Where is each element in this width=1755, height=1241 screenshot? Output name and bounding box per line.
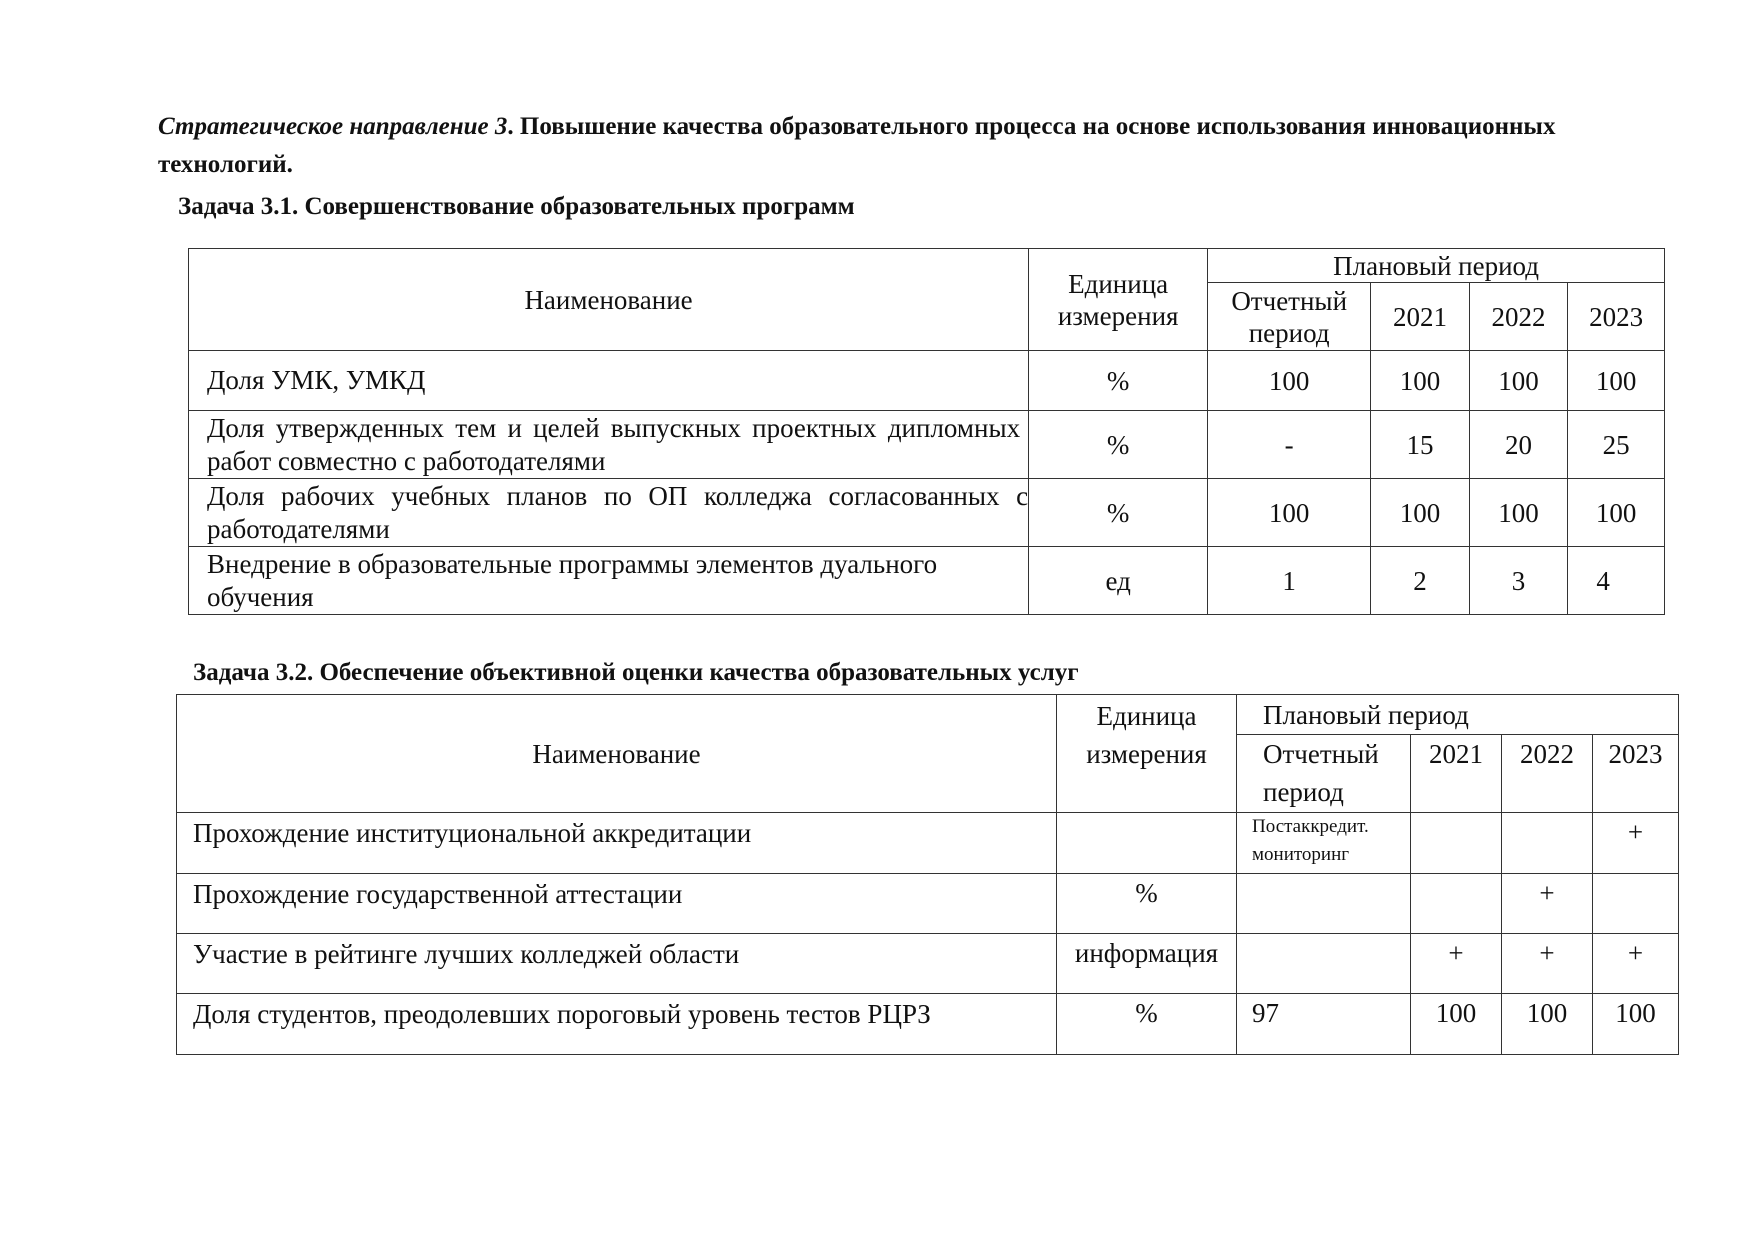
row-2021: 15 bbox=[1371, 411, 1470, 479]
row-unit: % bbox=[1057, 874, 1237, 934]
header-year-2023: 2023 bbox=[1568, 283, 1665, 351]
row-2021: + bbox=[1411, 934, 1502, 994]
row-2021 bbox=[1411, 813, 1502, 874]
row-2022 bbox=[1502, 813, 1593, 874]
header-name: Наименование bbox=[189, 249, 1029, 351]
row-2021: 100 bbox=[1371, 479, 1470, 547]
header-year-2022: 2022 bbox=[1502, 735, 1593, 813]
task-3-1-title: Задача 3.1. Совершенствование образовательных программ bbox=[178, 193, 855, 220]
row-2023: 100 bbox=[1568, 479, 1665, 547]
row-report: 100 bbox=[1208, 479, 1371, 547]
table-row bbox=[189, 547, 1665, 615]
row-2022: 3 bbox=[1469, 547, 1568, 615]
row-unit bbox=[1057, 813, 1237, 874]
header-name: Наименование bbox=[177, 695, 1057, 813]
heading-lead: Стратегическое направление 3 bbox=[158, 113, 508, 140]
row-name: Доля утвержденных тем и целей выпускных проектных дипломных работ совместно с работодателями bbox=[189, 411, 1029, 479]
row-2021: 100 bbox=[1371, 351, 1470, 411]
header-report-period: Отчетный период bbox=[1237, 735, 1411, 813]
row-2023: 4 bbox=[1568, 547, 1665, 615]
row-report: Постаккредит. мониторинг bbox=[1237, 813, 1411, 874]
row-name: Прохождение государственной аттестации bbox=[177, 874, 1057, 934]
table-header-row bbox=[189, 249, 1665, 283]
row-2023 bbox=[1593, 874, 1679, 934]
header-year-2021: 2021 bbox=[1411, 735, 1502, 813]
row-2022: + bbox=[1502, 934, 1593, 994]
header-plan-period: Плановый период bbox=[1208, 249, 1665, 283]
header-year-2023: 2023 bbox=[1593, 735, 1679, 813]
task-3-2-table bbox=[176, 694, 1679, 1055]
row-unit: ед bbox=[1029, 547, 1208, 615]
row-2022: 100 bbox=[1469, 351, 1568, 411]
table-row bbox=[177, 934, 1679, 994]
row-2023: + bbox=[1593, 813, 1679, 874]
row-name: Доля рабочих учебных планов по ОП колледжа согласованных с работодателями bbox=[189, 479, 1029, 547]
row-name: Доля студентов, преодолевших пороговый уровень тестов РЦРЗ bbox=[177, 994, 1057, 1055]
row-2021: 100 bbox=[1411, 994, 1502, 1055]
row-2022: + bbox=[1502, 874, 1593, 934]
strategic-direction-heading bbox=[158, 108, 1638, 184]
row-report: - bbox=[1208, 411, 1371, 479]
row-report: 97 bbox=[1237, 994, 1411, 1055]
heading-text: . Повышение качества образовательного процесса на основе использования инновационных технологий. bbox=[158, 113, 1556, 178]
row-unit: % bbox=[1029, 479, 1208, 547]
row-name: Прохождение институциональной аккредитации bbox=[177, 813, 1057, 874]
table-row bbox=[177, 874, 1679, 934]
row-2023: + bbox=[1593, 934, 1679, 994]
header-year-2021: 2021 bbox=[1371, 283, 1470, 351]
row-report: 1 bbox=[1208, 547, 1371, 615]
header-report-period: Отчетный период bbox=[1208, 283, 1371, 351]
row-report bbox=[1237, 934, 1411, 994]
task-3-1-table bbox=[188, 248, 1665, 615]
header-plan-period: Плановый период bbox=[1237, 695, 1679, 735]
row-name: Внедрение в образовательные программы элементов дуального обучения bbox=[189, 547, 1029, 615]
row-2021 bbox=[1411, 874, 1502, 934]
table-row bbox=[189, 411, 1665, 479]
header-year-2022: 2022 bbox=[1469, 283, 1568, 351]
row-name: Участие в рейтинге лучших колледжей области bbox=[177, 934, 1057, 994]
table-row bbox=[177, 813, 1679, 874]
table-row bbox=[189, 479, 1665, 547]
row-2021: 2 bbox=[1371, 547, 1470, 615]
task-3-2-title: Задача 3.2. Обеспечение объективной оценки качества образовательных услуг bbox=[193, 659, 1079, 686]
row-unit: информация bbox=[1057, 934, 1237, 994]
row-name: Доля УМК, УМКД bbox=[189, 351, 1029, 411]
row-2022: 100 bbox=[1469, 479, 1568, 547]
row-unit: % bbox=[1029, 351, 1208, 411]
row-report: 100 bbox=[1208, 351, 1371, 411]
row-report bbox=[1237, 874, 1411, 934]
table-header-row bbox=[177, 695, 1679, 735]
row-2023: 25 bbox=[1568, 411, 1665, 479]
row-2022: 100 bbox=[1502, 994, 1593, 1055]
row-2023: 100 bbox=[1568, 351, 1665, 411]
table-row bbox=[189, 351, 1665, 411]
row-unit: % bbox=[1057, 994, 1237, 1055]
header-unit: Единица измерения bbox=[1029, 249, 1208, 351]
header-unit: Единица измерения bbox=[1057, 695, 1237, 813]
row-unit: % bbox=[1029, 411, 1208, 479]
row-2023: 100 bbox=[1593, 994, 1679, 1055]
row-2022: 20 bbox=[1469, 411, 1568, 479]
table-row bbox=[177, 994, 1679, 1055]
